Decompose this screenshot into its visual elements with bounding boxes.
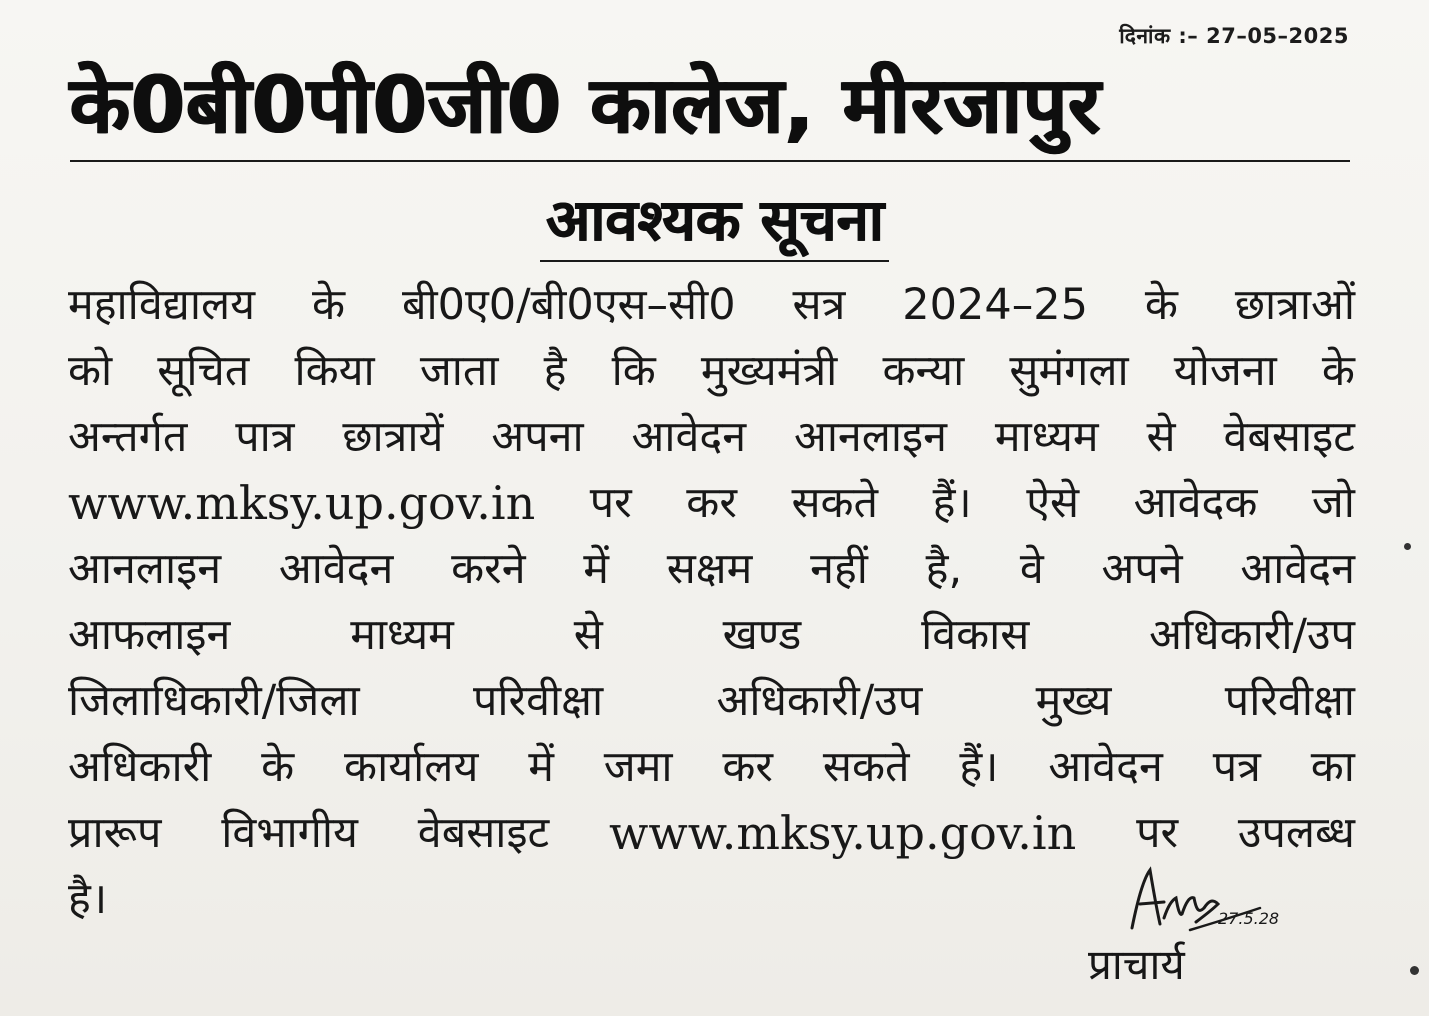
notice-word: कि [611, 346, 656, 396]
notice-word: जो [1311, 478, 1355, 528]
notice-word: है। [68, 874, 108, 924]
notice-word: परिवीक्षा [472, 676, 604, 726]
notice-word: अन्तर्गत [68, 412, 188, 462]
notice-word: से [573, 610, 603, 660]
notice-line [68, 734, 1355, 800]
notice-heading: आवश्यक सूचना [540, 184, 890, 262]
notice-line [68, 338, 1355, 404]
notice-line [68, 404, 1355, 470]
notice-line [68, 536, 1355, 602]
notice-word: के [1144, 280, 1178, 330]
notice-word: प्रारूप [68, 808, 162, 858]
notice-word: आवेदन [278, 544, 394, 594]
notice-word: आवेदन [631, 412, 747, 462]
notice-word: पर [589, 478, 632, 528]
notice-word: जमा [603, 742, 673, 792]
notice-word: पात्र [235, 412, 295, 462]
notice-word: सक्षम [666, 544, 753, 594]
notice-word: आवेदन [1048, 742, 1163, 792]
notice-word: छात्रायें [342, 412, 444, 462]
website-url: www.mksy.up.gov.in [609, 806, 1077, 860]
notice-line [68, 800, 1355, 866]
notice-line [68, 602, 1355, 668]
notice-word: वेबसाइट [1223, 412, 1355, 462]
notice-word: कन्या [882, 346, 965, 396]
notice-word: के [312, 280, 346, 330]
notice-word: योजना [1173, 346, 1277, 396]
notice-word: का [1310, 742, 1355, 792]
notice-word: हैं। [959, 742, 999, 792]
notice-word: सकते [822, 742, 910, 792]
notice-word: पत्र [1212, 742, 1261, 792]
notice-word: आनलाइन [68, 544, 222, 594]
college-name: के0बी0पी0जी0 कालेज, मीरजापुर [70, 61, 1102, 151]
notice-word: में [528, 742, 554, 792]
notice-heading-wrap [0, 184, 1429, 268]
notice-word: अधिकारी/उप [1149, 610, 1355, 660]
notice-word: किया [294, 346, 375, 396]
website-url: www.mksy.up.gov.in [68, 476, 536, 530]
notice-word: परिवीक्षा [1224, 676, 1355, 726]
notice-word: बी0ए0/बी0एस–सी0 [401, 280, 736, 330]
notice-word: कर [686, 478, 737, 528]
notice-word: जिलाधिकारी/जिला [68, 676, 360, 726]
notice-word: वेबसाइट [417, 808, 550, 858]
notice-word: 2024–25 [902, 280, 1088, 330]
notice-line [68, 668, 1355, 734]
notice-line [68, 470, 1355, 536]
notice-word: मुख्य [1035, 676, 1112, 726]
title-divider [70, 160, 1350, 162]
notice-word: विकास [921, 610, 1030, 660]
notice-word: अपने [1101, 544, 1183, 594]
notice-word: को [68, 346, 113, 396]
principal-designation: प्राचार्य [1088, 940, 1185, 989]
notice-word: के [261, 742, 295, 792]
notice-word: पर [1136, 808, 1179, 858]
notice-word: वे [1019, 544, 1044, 594]
paper-speck [1404, 543, 1411, 550]
signature-date: 27.5.28 [1218, 909, 1280, 928]
notice-word: आफलाइन [68, 610, 231, 660]
notice-word: से [1146, 412, 1176, 462]
notice-line [68, 272, 1355, 338]
notice-word: सत्र [792, 280, 846, 330]
notice-word: नहीं [810, 544, 868, 594]
notice-word: अपना [491, 412, 584, 462]
notice-word: सुमंगला [1009, 346, 1129, 396]
notice-date: दिनांक :– 27–05–2025 [1119, 24, 1349, 48]
notice-word: कार्यालय [344, 742, 479, 792]
notice-word: अधिकारी [68, 742, 212, 792]
notice-word: छात्राओं [1234, 280, 1355, 330]
paper-speck [1410, 966, 1419, 975]
notice-word: खण्ड [722, 610, 802, 660]
notice-word: कर [722, 742, 774, 792]
notice-word: सूचित [157, 346, 250, 396]
notice-word: उपलब्ध [1237, 808, 1355, 858]
notice-word: माध्यम [350, 610, 454, 660]
notice-word: आनलाइन [793, 412, 948, 462]
notice-word: हैं। [932, 478, 972, 528]
notice-word: सकते [791, 478, 879, 528]
notice-body [68, 272, 1355, 932]
notice-word: अधिकारी/उप [716, 676, 923, 726]
notice-word: महाविद्यालय [68, 280, 256, 330]
notice-word: है, [925, 544, 963, 594]
notice-word: है [543, 346, 567, 396]
notice-word: मुख्यमंत्री [700, 346, 838, 396]
notice-word: माध्यम [994, 412, 1099, 462]
notice-word: के [1321, 346, 1355, 396]
notice-word: आवेदक [1133, 478, 1258, 528]
notice-word: जाता [419, 346, 499, 396]
notice-word: विभागीय [221, 808, 358, 858]
notice-word: ऐसे [1026, 478, 1080, 528]
notice-word: आवेदन [1240, 544, 1355, 594]
notice-word: करने [451, 544, 526, 594]
notice-word: में [583, 544, 610, 594]
